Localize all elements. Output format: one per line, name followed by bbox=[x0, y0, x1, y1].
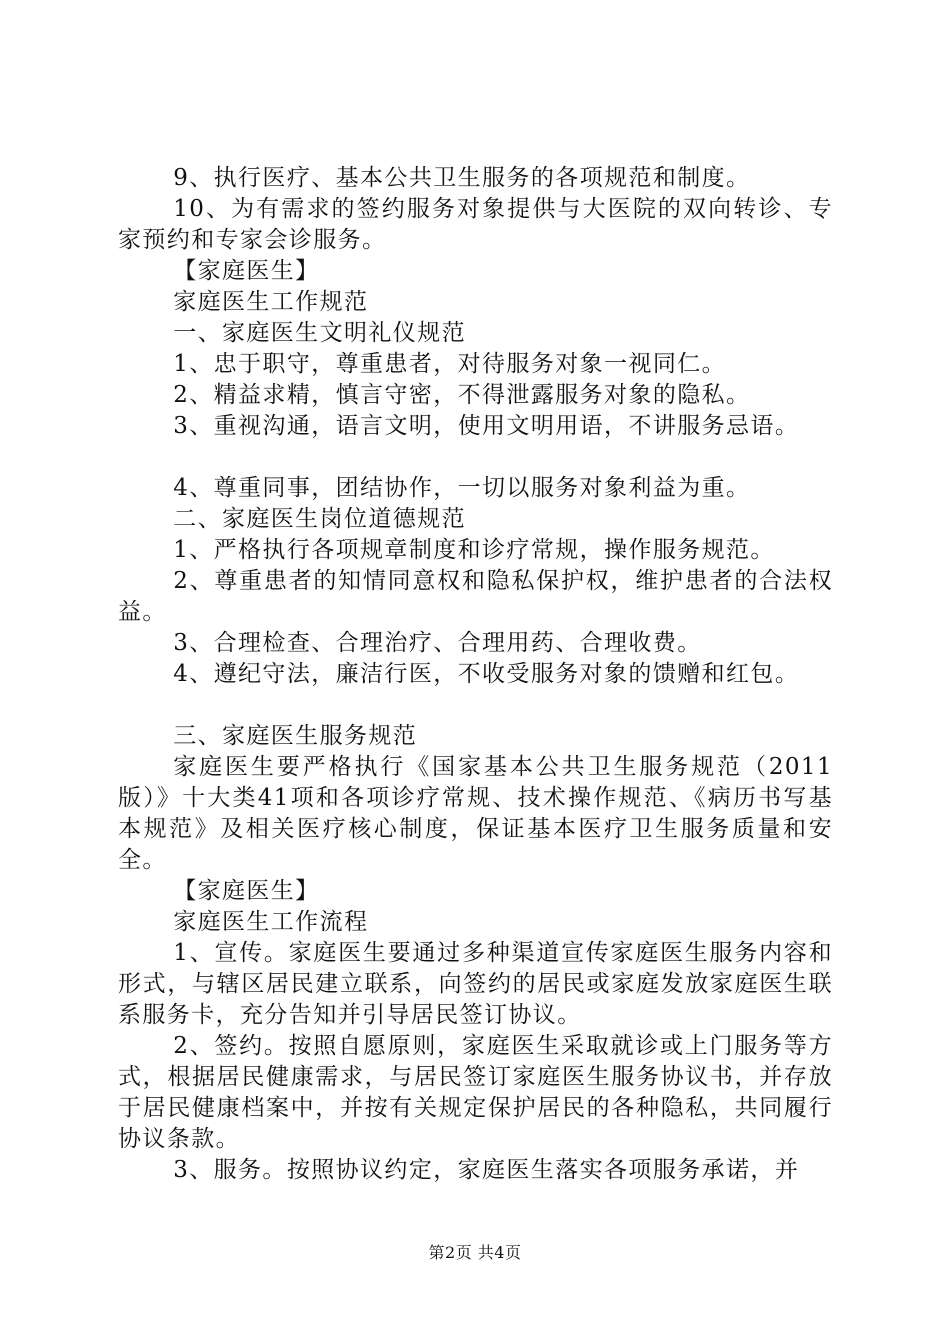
paragraph: 4、尊重同事，团结协作，一切以服务对象利益为重。 bbox=[173, 475, 751, 501]
section-heading: 【家庭医生】 bbox=[173, 258, 320, 284]
paragraph: 1、严格执行各项规章制度和诊疗常规，操作服务规范。 bbox=[173, 537, 775, 563]
paragraph: 2、精益求精，慎言守密，不得泄露服务对象的隐私。 bbox=[173, 382, 751, 408]
section-title: 家庭医生工作流程 bbox=[173, 909, 369, 935]
paragraph: 3、重视沟通，语言文明，使用文明用语，不讲服务忌语。 bbox=[173, 413, 800, 439]
paragraph: 10、为有需求的签约服务对象提供与大医院的双向转诊、专家预约和专家会诊服务。 bbox=[118, 196, 833, 253]
subsection-heading: 三、家庭医生服务规范 bbox=[173, 723, 418, 749]
paragraph: 2、签约。按照自愿原则，家庭医生采取就诊或上门服务等方式，根据居民健康需求，与居民签订家庭医生服务协议书，并存放于居民健康档案中，并按有关规定保护居民的各种隐私，共同履行协议条款。 bbox=[118, 1033, 833, 1152]
paragraph: 1、忠于职守，尊重患者，对待服务对象一视同仁。 bbox=[173, 351, 727, 377]
paragraph: 9、执行医疗、基本公共卫生服务的各项规范和制度。 bbox=[173, 165, 751, 191]
paragraph: 3、合理检查、合理治疗、合理用药、合理收费。 bbox=[173, 630, 702, 656]
page-number-footer: 第2页 共4页 bbox=[428, 1243, 522, 1262]
subsection-heading: 二、家庭医生岗位道德规范 bbox=[173, 506, 466, 532]
paragraph: 家庭医生要严格执行《国家基本公共卫生服务规范（2011版）》十大类41项和各项诊疗常规、技术操作规范、《病历书写基本规范》及相关医疗核心制度，保证基本医疗卫生服务质量和安全。 bbox=[118, 754, 833, 873]
paragraph: 1、宣传。家庭医生要通过多种渠道宣传家庭医生服务内容和形式，与辖区居民建立联系，向签约的居民或家庭发放家庭医生联系服务卡，充分告知并引导居民签订协议。 bbox=[118, 940, 833, 1028]
subsection-heading: 一、家庭医生文明礼仪规范 bbox=[173, 320, 466, 346]
paragraph: 2、尊重患者的知情同意权和隐私保护权，维护患者的合法权益。 bbox=[118, 568, 833, 625]
document-body bbox=[118, 163, 833, 1186]
section-title: 家庭医生工作规范 bbox=[173, 289, 369, 315]
paragraph: 3、服务。按照协议约定，家庭医生落实各项服务承诺，并 bbox=[173, 1157, 800, 1183]
paragraph: 4、遵纪守法，廉洁行医，不收受服务对象的馈赠和红包。 bbox=[173, 661, 800, 687]
section-heading: 【家庭医生】 bbox=[173, 878, 320, 904]
